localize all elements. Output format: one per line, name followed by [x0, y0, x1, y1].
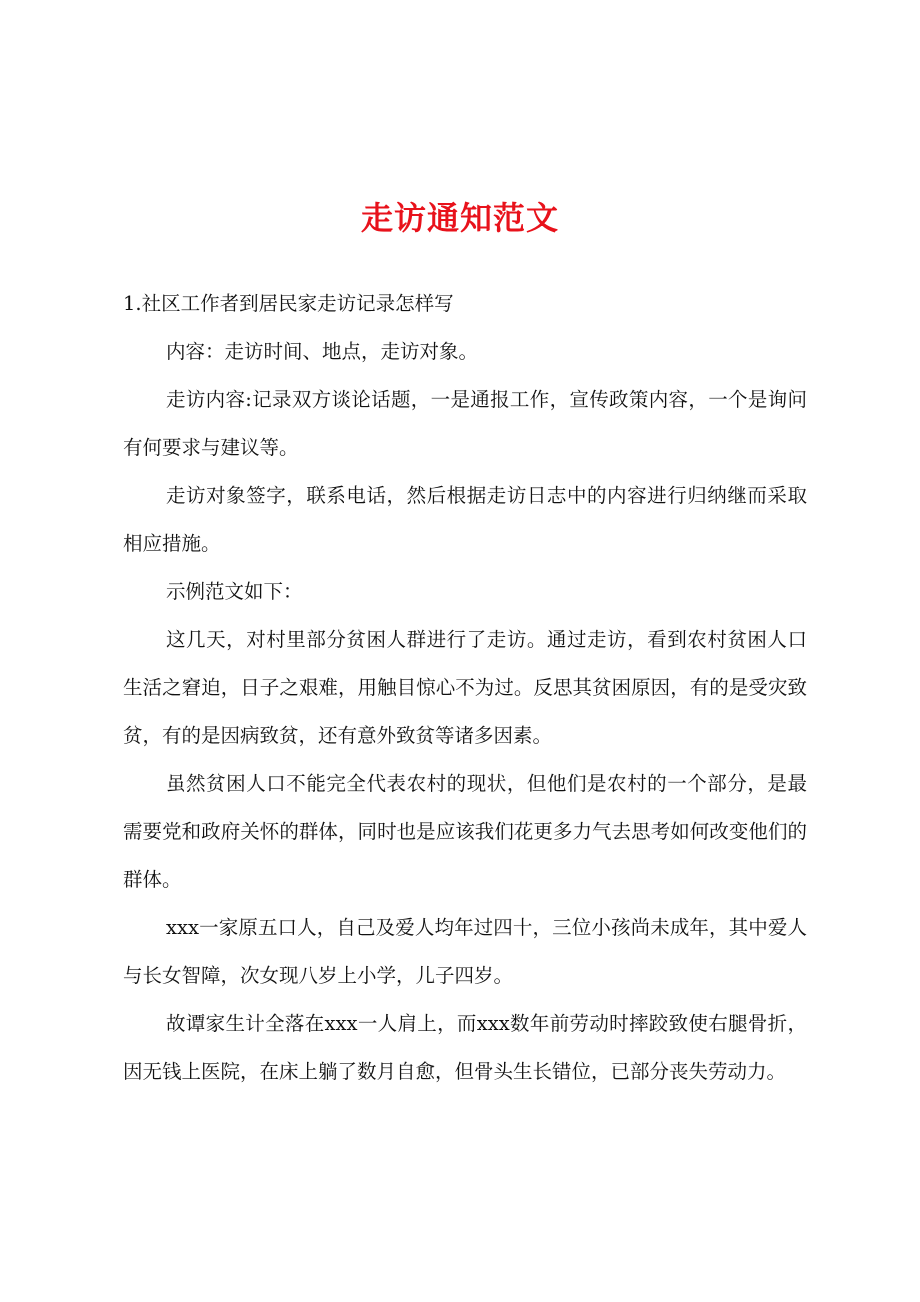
paragraph: 内容：走访时间、地点，走访对象。 [166, 340, 479, 363]
paragraph: 1.社区工作者到居民家走访记录怎样写 [123, 292, 454, 315]
paragraph: 这几天，对村里部分贫困人群进行了走访。通过走访，看到农村贫困人口生活之窘迫，日子之艰难，用触目惊心不为过。反思其贫困原因，有的是受灾致贫，有的是因病致贫，还有意外致贫等诸多因素。 [123, 628, 807, 747]
paragraph: 示例范文如下： [166, 580, 303, 603]
document-body [123, 280, 807, 1096]
paragraph: 故谭家生计全落在xxx一人肩上，而xxx数年前劳动时摔跤致使右腿骨折，因无钱上医院，在床上躺了数月自愈，但骨头生长错位，已部分丧失劳动力。 [123, 1012, 807, 1083]
paragraph: xxx一家原五口人，自己及爱人均年过四十，三位小孩尚未成年，其中爱人与长女智障，次女现八岁上小学，儿子四岁。 [123, 916, 807, 987]
paragraph: 虽然贫困人口不能完全代表农村的现状，但他们是农村的一个部分，是最需要党和政府关怀的群体，同时也是应该我们花更多力气去思考如何改变他们的群体。 [123, 772, 807, 891]
paragraph: 走访内容:记录双方谈论话题，一是通报工作，宣传政策内容，一个是询问有何要求与建议等。 [123, 388, 807, 459]
document-title: 走访通知范文 [360, 199, 559, 237]
paragraph: 走访对象签字，联系电话，然后根据走访日志中的内容进行归纳继而采取相应措施。 [123, 484, 807, 555]
